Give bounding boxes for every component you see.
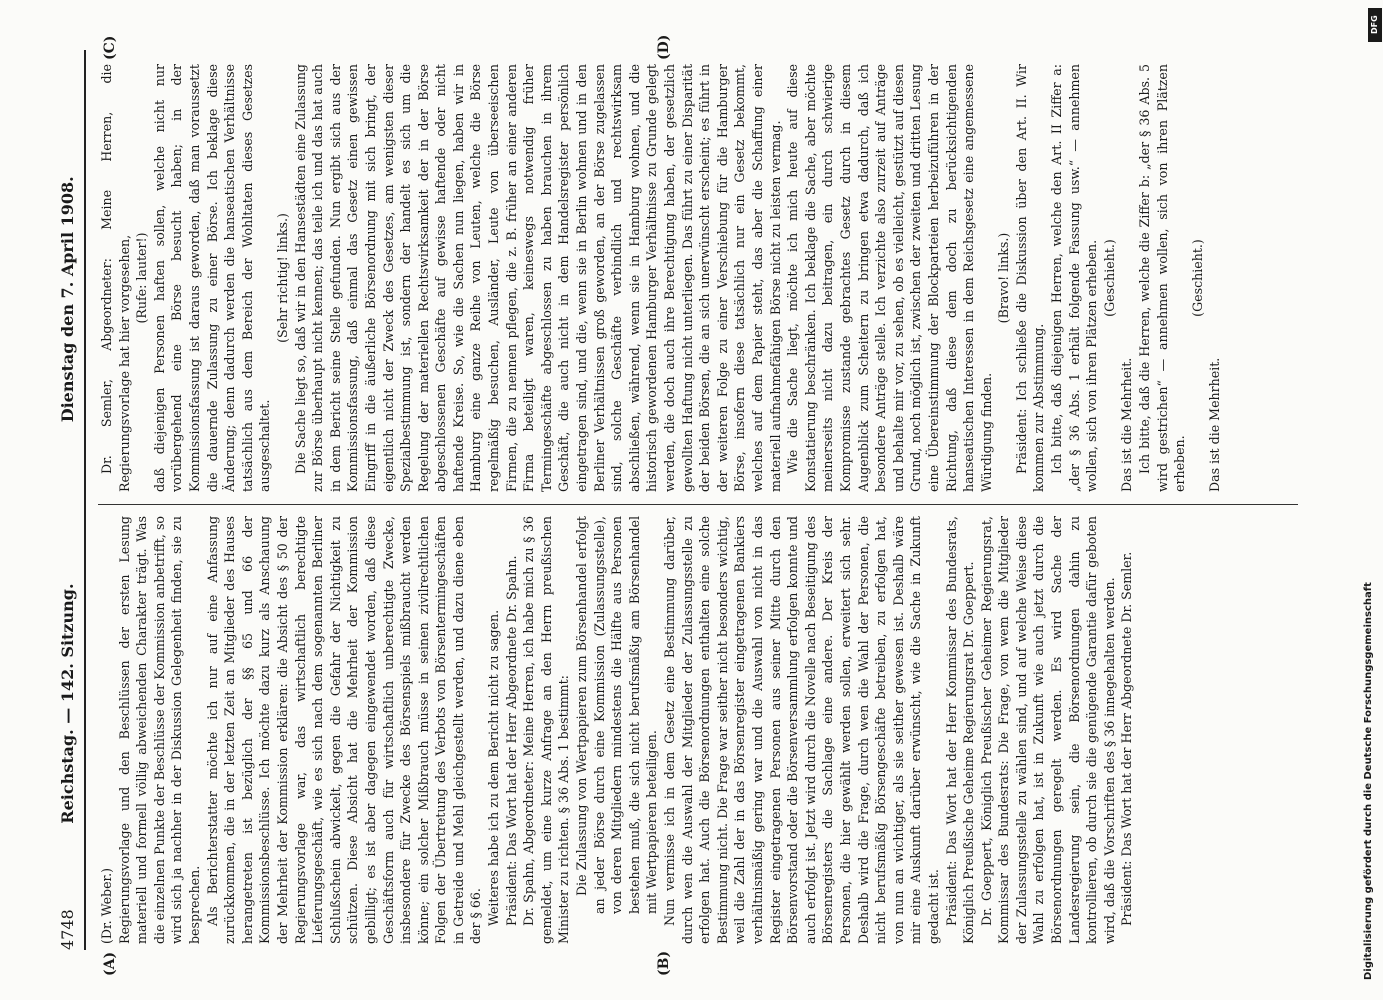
paragraph: Nun vermisse ich in dem Gesetz eine Bestimmung darüber, durch wen die Auswahl der Mitglieder der Zulassungsstelle zu erfolgen hat. Auch die Börsenordnungen enthalten eine solche Bestimmung nicht. Die Frage war seither nicht besonders wichtig, weil die Zahl der in das Börsenregister eingetragenen Bankiers verhältnismäßig gering war und die Auswahl von nicht in das Register eingetragenen Personen aus seiner Mitte durch den Börsenvorstand oder die Börsenversammlung erfolgen konnte und auch erfolgt ist. Jetzt wird durch die Novelle nach Beseitigung des Börsenregisters die Sachlage eine andere. Der Kreis der Personen, die hier gewählt werden sollen, erweitert sich sehr. Deshalb wird die Frage, durch wen die Wahl der Personen, die nicht berufsmäßig Börsengeschäfte betreiben, zu erfolgen hat, von nun an wichtiger, als sie seither gewesen ist. Deshalb wäre mir eine Auskunft darüber erwünscht, wie die Sache in Zukunft gedacht ist. (662, 516, 941, 944)
paragraph: Als Berichterstatter möchte ich nur auf eine Anfassung zurückkommen, die in der letzten Zeit an Mitglieder des Hauses herangetreten ist bezüglich der §§ 65 und 66 der Kommissionsbeschlüsse. Ich möchte dazu kurz als Anschauung der Mehrheit der Kommission erklären: die Absicht des § 50 der Regierungsvorlage war, das wirtschaftlich berechtigte Lieferungsgeschäft, wie es sich nach dem sogenannten Berliner Schlußschein abwickelt, gegen die Gefahr der Nichtigkeit zu schützen. Diese Absicht hat die Mehrheit der Kommission gebilligt; es ist aber dagegen eingewendet worden, daß diese Geschäftsform auch für wirtschaftlich unberechtigte Zwecke, insbesondere für Zwecke des Börsenspiels mißbraucht werden könne; ein solcher Mißbrauch müsse in seinen zivilrechtlichen Folgen der Übertretung des Verbots von Börsentermingeschäften in Getreide und Mehl gleichgestellt werden, und dazu diene eben der § 66. (204, 516, 484, 944)
dfg-logo: DFG (1368, 8, 1382, 42)
page-header (54, 50, 84, 950)
paragraph: Regierungsvorlage und den Beschlüssen der ersten Lesung materiell und formell völlig abweichenden Charakter trägt. Was die einzelnen Punkte der Beschlüsse der Kommission anbetrifft, so wird sich ja nachher in der Diskussion Gelegenheit finden, sie zu besprechen. (116, 516, 202, 944)
paragraph: Weiteres habe ich zu dem Bericht nicht zu sagen. (486, 609, 502, 926)
interjection: (Rufe: lauter!) (134, 232, 150, 324)
running-head-right: Dienstag den 7. April 1908. (58, 176, 77, 423)
speaker-reference: (Dr. Weber.) (99, 867, 114, 944)
paragraph: Dr. Goeppert, Königlich Preußischer Geheimer Regierungsrat, Kommissar des Bundesrats: Die Frage, von wem die Mitglieder der Zulassungsstelle zu wählen sind, und auf welche Weise diese Wahl zu erfolgen hat, ist in Zukunft wie auch jetzt durch die Börsenordnungen geregelt werden. Es wird Sache der Landesregierung sein, die Börsenordnungen dahin zu kontrollieren, ob durch sie die genügende Garantie dafür geboten wird, daß die Vorschriften des § 36 innegehalten werden. (978, 516, 1117, 944)
running-head-left: Reichstag. — 142. Sitzung. (58, 583, 77, 824)
paragraph: Das ist die Mehrheit. (1207, 357, 1223, 492)
margin-mark-d: (D) (656, 34, 672, 60)
interjection: (Bravo! links.) (996, 232, 1012, 324)
rotated-page (46, 34, 1336, 976)
interjection: (Sehr richtig! links.) (274, 213, 290, 343)
paragraph: Ich bitte, daß diejenigen Herren, welche den Art. II Ziffer a: „der § 36 Abs. 1 erhält folgende Fassung usw.“ — annehmen wollen, sich von ihren Plätzen erheben. (1049, 64, 1100, 492)
paragraph: Präsident: Ich schließe die Diskussion über den Art. II. Wir kommen zur Abstimmung. (1013, 64, 1047, 492)
left-column (98, 516, 1313, 944)
paragraph: Präsident: Das Wort hat der Herr Kommissar des Bundesrats, Königlich Preußische Geheime Regierungsrat Dr. Goeppert. (943, 516, 977, 944)
column-divider (98, 504, 1298, 505)
digitization-credit-text: Digitalisierung gefördert durch die Deutsche Forschungsgemeinschaft (1363, 582, 1374, 980)
paragraph: Präsident: Das Wort hat der Herr Abgeordnete Dr. Semler. (1119, 551, 1135, 926)
margin-mark-a: (A) (102, 951, 118, 976)
paragraph: Ich bitte, daß die Herren, welche die Ziffer b: „der § 36 Abs. 5 wird gestrichen“ — annehmen wollen, sich von ihren Plätzen erheben. (1137, 64, 1188, 492)
paragraph: Die Sache liegt so, daß wir in den Hansestädten eine Zulassung zur Börse überhaupt nicht kennen; das teile ich und das hat auch in dem Bericht seine Stelle gefunden. Nun ergibt sich aus der Kommissionsfassung, daß einmal das Gesetz einen gewissen Eingriff in die äußerliche Börsenordnung mit sich bringt, der eigentlich nicht der Zweck des Gesetzes, am wenigsten dieser Spezialbestimmung ist, sondern der handelt es sich um die Regelung der materiellen Rechtswirksamkeit der in der Börse abgeschlossenen Geschäfte auf gewisse haftende oder nicht haftende Kreise. So, wie die Sachen nun liegen, haben wir in Hamburg eine ganze Reihe von Leuten, welche die Börse regelmäßig besuchen, Ausländer, Leute von überseeischen Firmen, die zu nennen pflegen, die z. B. früher an einer anderen Firma beteiligt waren, keineswegs notwendig früher Termingeschäfte abgeschlossen zu haben brauchen in ihrem Geschäft, die auch nicht in dem Handelsregister persönlich eingetragen sind, und die, wenn sie in Berlin wohnen und in den Berliner Verhältnissen groß geworden, an der Börse zugelassen sind, solche Geschäfte verbindlich und rechtswirksam abschließen, während, wenn sie in Hamburg wohnen, und die historisch gewordenen Hamburger Verhältnisse zu Grunde gelegt werden, die doch auch ihre Berechtigung haben, der gesetzlich gewollten Haftung nicht unterliegen. Das führt zu einer Disparität der beiden Börsen, die an sich unerwünscht erscheint; es führt in der weiteren Folge zu einer Verschiebung für die Hamburger Börse, insofern diese tatsächlich nur ein Gesetz bekommt, welches auf dem Papier steht, das aber die Schaffung einer materiell aufnahmefähigen Börse nicht zu leisten vermag. (292, 64, 783, 492)
right-column (98, 64, 1313, 492)
interjection: (Geschieht.) (1101, 239, 1117, 317)
margin-mark-c: (C) (102, 35, 118, 60)
page-number: 4748 (58, 909, 77, 950)
paragraph: Dr. Semler, Abgeordneter: Meine Herren, die Regierungsvorlage hat hier vorgesehen, (99, 64, 132, 492)
header-rule (84, 50, 86, 950)
interjection: (Geschieht.) (1189, 239, 1205, 317)
margin-mark-b: (B) (656, 950, 672, 976)
paragraph: Dr. Spahn, Abgeordneter: Meine Herren, ich habe mich zu § 36 gemeldet, um eine kurze Anfrage an den Herrn preußischen Minister zu richten. § 36 Abs. 1 bestimmt: (521, 516, 572, 944)
quotation: Die Zulassung von Wertpapieren zum Börsenhandel erfolgt an jeder Börse durch eine Kommission (Zulassungsstelle), von deren Mitgliedern mindestens die Hälfte aus Personen bestehen muß, die sich nicht berufsmäßig am Börsenhandel mit Wertpapieren beteiligen. (574, 516, 660, 914)
paragraph: Präsident: Das Wort hat der Herr Abgeordnete Dr. Spahn. (503, 555, 519, 926)
running-head (58, 50, 77, 950)
paragraph: daß diejenigen Personen haften sollen, welche nicht nur vorübergehend eine Börse besucht haben; in der Kommissionsfassung ist daraus geworden, daß man voraussetzt die dauernde Zulassung zu einer Börse. Ich beklage diese Änderung; denn dadurch werden die hanseatischen Verhältnisse tatsächlich aus dem Bereich der Wohltaten dieses Gesetzes ausgeschaltet. (151, 64, 273, 492)
digitization-credit (1360, 8, 1382, 992)
paragraph: Das ist die Mehrheit. (1119, 357, 1135, 492)
paragraph: Wie die Sache liegt, möchte ich mich heute auf diese Konstatierung beschränken. Ich beklage die Sache, aber möchte meinerseits nicht dazu beitragen, ein durch schwierige Kompromisse zustande gebrachtes Gesetz durch in diesem Augenblick zum Scheitern zu bringen etwa dadurch, daß ich besondere Anträge stelle. Ich verzichte also zurzeit auf Anträge und behalte mir vor, zu sehen, ob es vielleicht, gestützt auf diesen Grund, noch möglich ist, zwischen der zweiten und dritten Lesung eine Übereinstimmung der Blockparteien herbeizuführen in der Richtung, daß diese dem doch zu berücksichtigenden hanseatischen Interessen in dem Reichsgesetz eine angemessene Würdigung finden. (785, 64, 994, 492)
